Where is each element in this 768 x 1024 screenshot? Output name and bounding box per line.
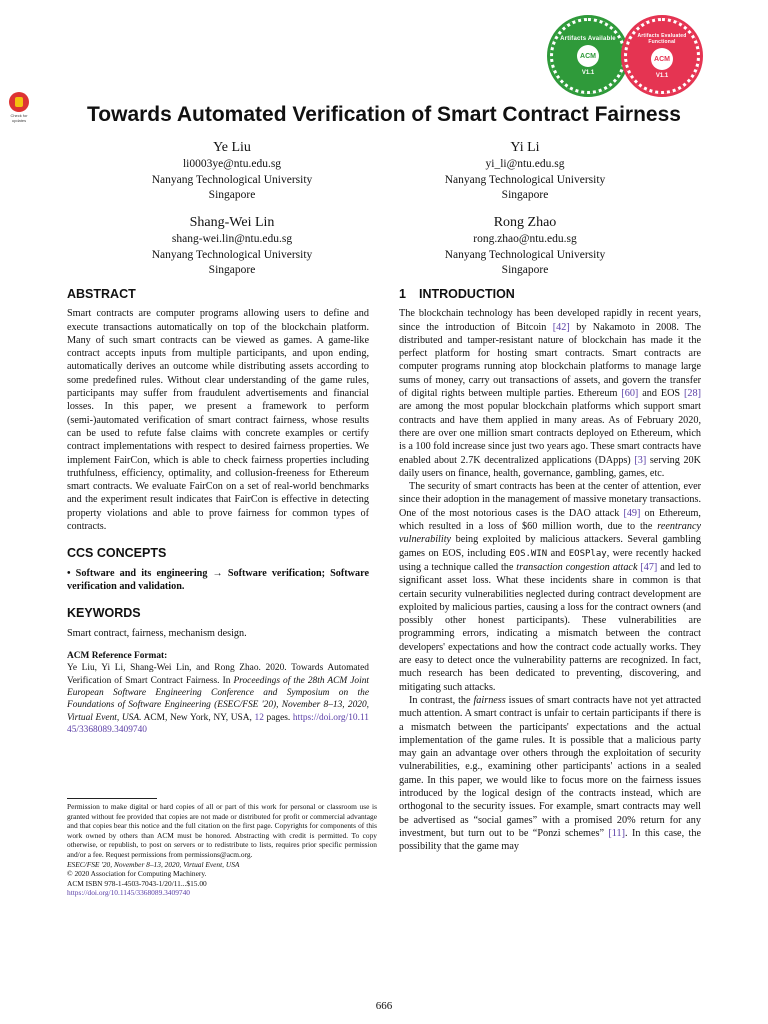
right-column — [399, 288, 701, 853]
author-email[interactable]: li0003ye@ntu.edu.sg — [182, 158, 282, 170]
badge-label: Artifacts Evaluated Functional — [637, 33, 687, 45]
text-run: being exploited by malicious attackers. Several gambling games on EOS, including — [399, 534, 701, 559]
text-run: on Ethereum, which resulted in a loss of $60 million worth, due to the — [399, 507, 701, 533]
artifacts-evaluated-badge — [624, 18, 700, 94]
acm-reference-text: ACM, New York, NY, USA, — [141, 712, 255, 723]
section-number: 1 — [399, 287, 406, 301]
code-term: EOSPlay — [568, 548, 607, 559]
author-country: Singapore — [208, 189, 256, 201]
author-country: Singapore — [501, 264, 549, 276]
footnote-rule — [67, 798, 157, 799]
author-email[interactable]: rong.zhao@ntu.edu.sg — [473, 233, 577, 245]
text-run: In contrast, the — [409, 694, 474, 706]
badge-version: V1.1 — [581, 70, 595, 76]
intro-paragraph-3 — [399, 694, 701, 854]
check-for-updates-label: Check for updates — [10, 113, 28, 123]
author-name: Ye Liu — [213, 140, 251, 155]
author-name: Yi Li — [510, 140, 540, 155]
intro-paragraph-1 — [399, 307, 701, 480]
author-name: Rong Zhao — [493, 215, 557, 230]
text-run: , were recently hacked using a technique called the — [399, 547, 701, 573]
copyright-line: © 2020 Association for Computing Machinery. — [67, 869, 207, 879]
acm-reference-text: Ye Liu, Yi Li, Shang-Wei Lin, and Rong Zhao. 2020. Towards Automated Verification of Smart Contract Fairness. In — [67, 663, 369, 686]
author-affiliation: Nanyang Technological University — [151, 248, 313, 261]
acm-reference-venue: Proceedings of the 28th ACM Joint European Software Engineering Conference and Symposium on the Foundations of Software Engineering (ESEC/FSE '20), November 8–13, 2020, Virtual Event, USA. — [67, 675, 369, 723]
artifacts-available-badge — [550, 18, 626, 94]
footnote-doi-link[interactable]: https://doi.org/10.1145/3368089.3409740 — [67, 888, 190, 898]
abstract-heading: ABSTRACT — [67, 287, 136, 301]
author-block — [375, 139, 675, 204]
permission-notice: Permission to make digital or hard copies of all or part of this work for personal or classroom use is granted without fee provided that copies are not made or distributed for profit or commercial advantage and that copies bear this notice and the full citation on the first page. Copyrights for components of this work owned by others than ACM must be honored. Abstracting with credit is permitted. To copy otherwise, or republish, to post on servers or to redistribute to lists, requires prior specific permission and/or a fee. Request permissions from permissions@acm.org. — [67, 802, 377, 859]
text-run: serving 20K daily users on finance, health, governance, gambling, games, etc. — [399, 454, 701, 479]
doi-link[interactable]: https://doi.org/10.1145/3368089.3409740 — [67, 712, 369, 736]
text-run: and EOS — [638, 388, 685, 400]
intro-paragraph-2 — [399, 480, 701, 694]
author-email[interactable]: yi_li@ntu.edu.sg — [485, 158, 565, 170]
citation-link[interactable]: [3] — [634, 454, 647, 466]
citation-link[interactable]: [47] — [640, 561, 658, 573]
citation-link[interactable]: [42] — [552, 321, 570, 333]
text-run: and — [547, 547, 569, 559]
text-run: issues of smart contracts have not yet attracted much attention. A smart contract is unfair to certain participants if there is a mismatch between the participants' expectations and the actual implementation of the game rules. It is possible that a malicious party may gain an advantage over others through the exploitation of security vulnerabilities, e.g., examining other participants' actions in a sealed game. In this paper, we would like to focus more on the fairness issues introduced by the logical design of the contracts instead, which are orthogonal to the security issues. For example, smart contracts may well be advertised as “social games” with a promised 20% return for any investment, but turn out to be “Ponzi schemes” — [399, 694, 701, 839]
author-affiliation: Nanyang Technological University — [151, 173, 313, 186]
ccs-heading: CCS CONCEPTS — [67, 546, 167, 561]
citation-link[interactable]: [60] — [621, 388, 639, 400]
text-run: . In this case, the possibility that the game may — [399, 827, 701, 853]
author-affiliation: Nanyang Technological University — [444, 173, 606, 186]
author-country: Singapore — [208, 264, 256, 276]
author-block — [375, 214, 675, 279]
citation-link[interactable]: [28] — [684, 388, 701, 400]
author-block — [82, 214, 382, 279]
keywords-text: Smart contract, fairness, mechanism design. — [67, 627, 247, 639]
text-run: and led to significant asset loss. What these incidents share in common is that certain security vulnerabilities neglected during contract development are exploited by malicious parties, causing a loss for the contract owners (and possibly other honest participants). These vulnerabilities are programming errors, indicating a mismatch between the contract developers' expectations and how the contract code actually works. They are easy to detect once the vulnerability patterns are recognized. In fact, much research has been dedicated to preventing, discovering, and mitigating such attacks. — [399, 561, 701, 693]
section-title: INTRODUCTION — [419, 287, 515, 301]
text-run: The security of smart contracts has been at the center of attention, ever since their adoption in the management of massive monetary transactions. One of the most notorious cases is the DAO attack — [399, 481, 701, 519]
text-run: by Nakamoto in 2008. The distributed and tamper-resistant nature of blockchain has made it the perfect platform for hosting smart contracts. Smart contracts are computer programs running atop blockchain platforms to manage large sums of money, carry out transactions of assets, and govern the transfer of digital rights between multiple parties. Ethereum — [399, 321, 701, 400]
paper-title: Towards Automated Verification of Smart Contract Fairness — [87, 103, 681, 126]
author-country: Singapore — [501, 189, 549, 201]
conference-line: ESEC/FSE '20, November 8–13, 2020, Virtual Event, USA — [67, 859, 240, 869]
acm-reference-pages[interactable]: 12 — [254, 712, 264, 723]
text-run: are among the most popular blockchain platforms which support smart contracts and have them applied in many areas. As of February 2020, there are over one million smart contracts deployed on Ethereum, which is a 100 fold increase since just two years ago. These smart contracts have enabled about 2.7K decentralized applications (DApps) — [399, 401, 701, 466]
citation-link[interactable]: [11] — [608, 827, 626, 839]
author-name: Shang-Wei Lin — [189, 215, 275, 230]
emphasis: transaction congestion attack — [516, 561, 638, 573]
keywords-heading: KEYWORDS — [67, 606, 141, 621]
badge-version: V1.1 — [655, 73, 669, 79]
acm-logo-icon: ACM — [577, 45, 599, 67]
copyright-footnote — [67, 802, 377, 898]
acm-reference — [67, 650, 369, 737]
code-term: EOS.WIN — [509, 548, 548, 559]
author-block — [82, 139, 382, 204]
acm-reference-heading: ACM Reference Format: — [67, 650, 168, 661]
citation-link[interactable]: [49] — [623, 507, 641, 519]
acm-reference-text: pages. — [263, 712, 293, 723]
acm-logo-icon: ACM — [651, 48, 673, 70]
isbn-line: ACM ISBN 978-1-4503-7043-1/20/11...$15.00 — [67, 878, 207, 888]
abstract-text: Smart contracts are computer programs allowing users to define and execute transactions automatically on top of the blockchain platform. Many of such smart contracts can be viewed as games. A game-like contract accepts inputs from multiple participants, and upon ending, automatically derives an outcome while distributing assets according to some predefined rules. Without clear understanding of the game rules, participants may suffer from fraudulent advertisements and financial losses. In this paper, we present a framework to perform (semi-)automated verification of smart contract fairness, whose results can be used to refute false claims with concrete examples or certify contract implementations with respect to desired fairness properties. We implement FairCon, which is able to check fairness properties including truthfulness, efficiency, optimality, and collusion-freeness for Ethereum smart contracts. We evaluate FairCon on a set of real-world benchmarks and the experiment result indicates that FairCon is effective in detecting property violations and able to prove fairness for common types of contracts. — [67, 308, 369, 533]
text-run: The blockchain technology has been developed rapidly in recent years, since the introduction of Bitcoin — [399, 308, 701, 333]
page-number: 666 — [375, 1000, 393, 1012]
introduction-heading — [399, 288, 701, 301]
author-affiliation: Nanyang Technological University — [444, 248, 606, 261]
ccs-text: • Software and its engineering → Software verification; Software verification and validation. — [67, 567, 369, 592]
badge-label: Artifacts Available — [560, 36, 616, 42]
emphasis: reentrancy vulnerability — [399, 521, 701, 546]
left-column — [67, 288, 369, 737]
author-email[interactable]: shang-wei.lin@ntu.edu.sg — [171, 233, 293, 245]
emphasis: fairness — [473, 694, 506, 706]
